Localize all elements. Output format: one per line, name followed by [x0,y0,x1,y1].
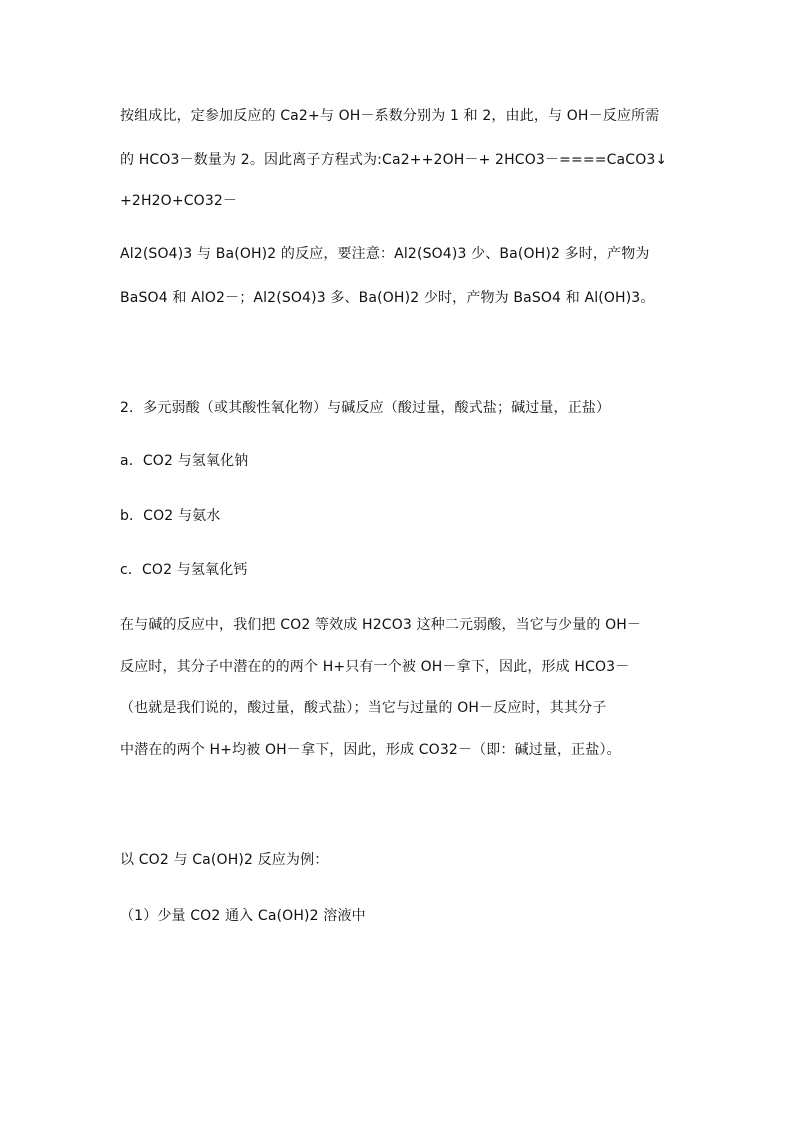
text-line: +2H2O+CO32－ [120,193,238,209]
text-line: 中潜在的两个 H+均被 OH－拿下，因此，形成 CO32－（即：碱过量，正盐）。 [120,742,621,758]
example-intro: 以 CO2 与 Ca(OH)2 反应为例： [120,852,329,868]
text-line: 按组成比，定参加反应的 Ca2+与 OH－系数分别为 1 和 2，由此，与 OH－反应所需 [120,108,660,124]
text-line: 反应时，其分子中潜在的的两个 H+只有一个被 OH－拿下，因此，形成 HCO3－ [120,659,630,675]
text-line: Al2(SO4)3 与 Ba(OH)2 的反应，要注意：Al2(SO4)3 少、Ba(OH)2 多时，产物为 [120,246,650,262]
section-heading: 2．多元弱酸（或其酸性氧化物）与碱反应（酸过量，酸式盐；碱过量，正盐） [120,400,611,416]
text-line: 在与碱的反应中，我们把 CO2 等效成 H2CO3 这种二元弱酸，当它与少量的 OH－ [120,617,642,633]
example-case: （1）少量 CO2 通入 Ca(OH)2 溶液中 [120,908,366,924]
list-item: c．CO2 与氢氧化钙 [120,562,248,578]
text-line: BaSO4 和 AlO2－；Al2(SO4)3 多、Ba(OH)2 少时，产物为 BaSO4 和 Al(OH)3。 [120,290,655,306]
list-item: b．CO2 与氨水 [120,508,221,524]
text-line: 的 HCO3－数量为 2。因此离子方程式为:Ca2++2OH－+ 2HCO3－====CaCO3↓ [120,152,668,168]
list-item: a．CO2 与氢氧化钠 [120,453,249,469]
text-line: （也就是我们说的，酸过量，酸式盐）；当它与过量的 OH－反应时，其其分子 [120,700,607,716]
